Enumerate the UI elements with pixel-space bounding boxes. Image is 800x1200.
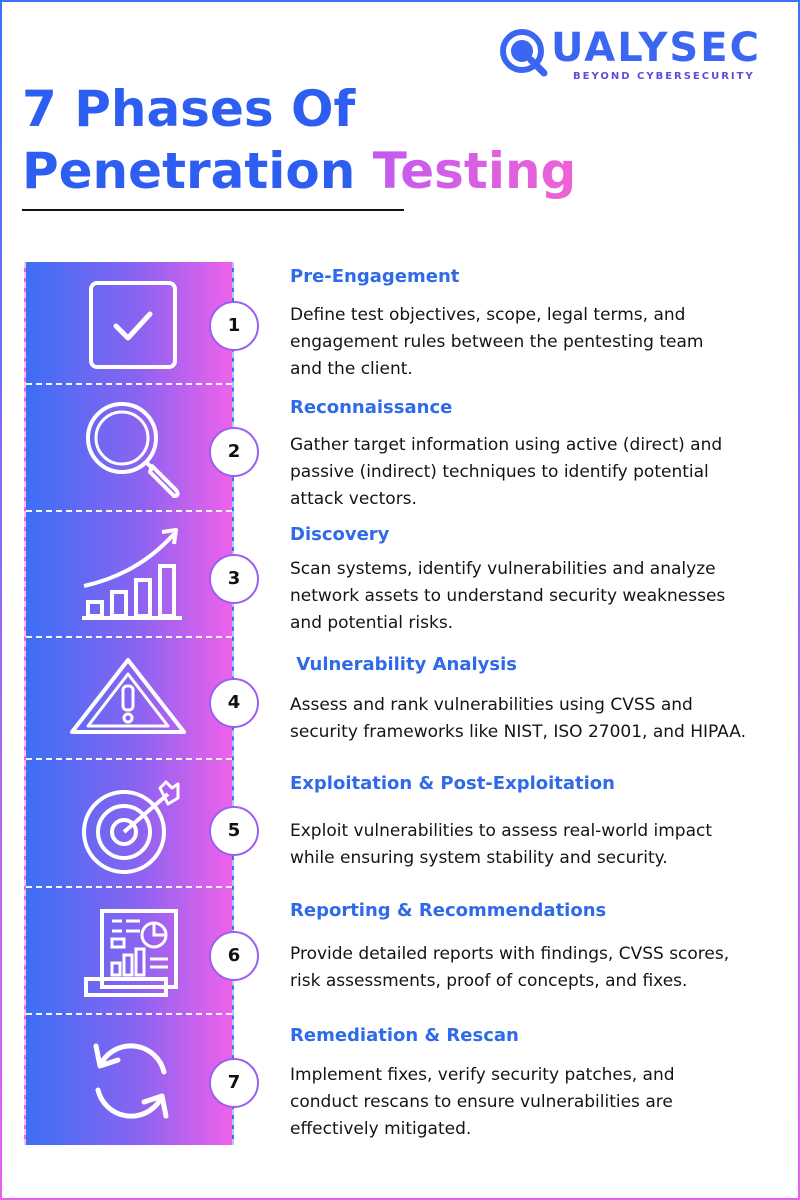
phase-title-1: Pre-Engagement	[290, 266, 460, 287]
phase-title-5: Exploitation & Post-Exploitation	[290, 773, 615, 794]
page-title	[22, 78, 576, 202]
title-word-penetration: Penetration	[22, 142, 356, 200]
refresh-icon	[86, 1036, 176, 1126]
warning-icon	[68, 656, 188, 736]
phase-number-7: 7	[209, 1058, 259, 1108]
phase-number-5: 5	[209, 806, 259, 856]
phase-title-2: Reconnaissance	[290, 397, 453, 418]
brand-name: UALYSEC	[551, 25, 761, 71]
phase-title-6: Reporting & Recommendations	[290, 900, 607, 921]
title-word-testing: Testing	[372, 142, 577, 200]
phase-description-3: Scan systems, identify vulnerabilities and analyze network assets to understand security weaknesses and potential risks.	[290, 559, 726, 633]
report-icon	[82, 907, 182, 999]
phase-number-2: 2	[209, 427, 259, 477]
magnifier-icon	[80, 400, 184, 500]
phase-title-7: Remediation & Rescan	[290, 1025, 519, 1046]
title-line-2	[22, 140, 576, 202]
phase-number-1: 1	[209, 301, 259, 351]
phase-description-5: Exploit vulnerabilities to assess real-world impact while ensuring system stability and security.	[290, 821, 713, 868]
phase-number-4: 4	[209, 678, 259, 728]
q-shield-icon	[497, 26, 549, 78]
brand-tagline: BEYOND CYBERSECURITY	[573, 71, 755, 82]
phase-description-2: Gather target information using active (direct) and passive (indirect) techniques to identify potential attack vectors.	[290, 435, 723, 509]
title-underline	[22, 209, 404, 211]
section-divider	[26, 1013, 232, 1015]
phase-description-1: Define test objectives, scope, legal terms, and engagement rules between the pentesting team and the client.	[290, 305, 704, 379]
section-divider	[26, 886, 232, 888]
growth-chart-icon	[78, 524, 188, 624]
section-divider	[26, 510, 232, 512]
section-divider	[26, 383, 232, 385]
target-icon	[80, 780, 184, 876]
icon-column	[24, 262, 234, 1145]
phase-number-6: 6	[209, 931, 259, 981]
phase-title-4: Vulnerability Analysis	[290, 654, 517, 675]
section-divider	[26, 758, 232, 760]
phase-description-6: Provide detailed reports with findings, CVSS scores, risk assessments, proof of concepts, and fixes.	[290, 944, 730, 991]
brand-logo	[497, 22, 777, 84]
title-line-1: 7 Phases Of	[22, 80, 356, 138]
phase-description-7: Implement fixes, verify security patches, and conduct rescans to ensure vulnerabilities are effectively mitigated.	[290, 1065, 675, 1139]
checkbox-icon	[88, 280, 178, 370]
phase-description-4: Assess and rank vulnerabilities using CVSS and security frameworks like NIST, ISO 27001, and HIPAA.	[290, 695, 747, 742]
phase-number-3: 3	[209, 554, 259, 604]
phase-title-3: Discovery	[290, 524, 390, 545]
section-divider	[26, 636, 232, 638]
